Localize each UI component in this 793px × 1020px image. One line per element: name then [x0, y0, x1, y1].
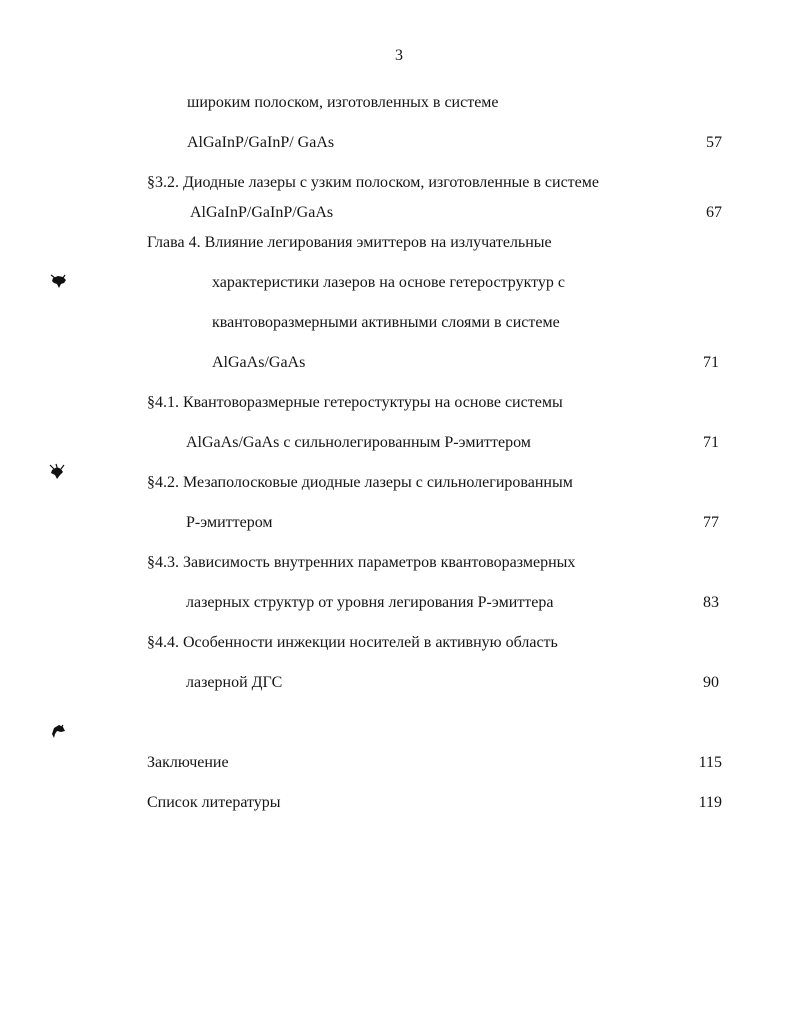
toc-section-title: §4.1. Квантоворазмерные гетеростуктуры на основе системы [147, 394, 563, 411]
toc-page-number: 71 [703, 354, 719, 371]
toc-line: квантоворазмерными активными слоями в системе [212, 314, 560, 331]
toc-line: AlGaAs/GaAs [212, 354, 306, 371]
scan-mark-icon [48, 463, 66, 481]
toc-line: характеристики лазеров на основе гетероструктур с [212, 274, 566, 291]
toc-line: AlGaInP/GaInP/ GaAs [187, 134, 335, 151]
toc-line: лазерной ДГС [186, 674, 283, 691]
toc-page-number: 71 [703, 434, 719, 451]
toc-line: AlGaInP/GaInP/GaAs [190, 204, 334, 221]
toc-line: Р-эмиттером [186, 514, 273, 531]
toc-section-title: §4.3. Зависимость внутренних параметров квантоворазмерных [147, 554, 576, 571]
scan-mark-icon [49, 722, 67, 740]
toc-page-number: 67 [706, 204, 722, 221]
toc-section-title: §4.4. Особенности инжекции носителей в активную область [147, 634, 558, 651]
toc-page-number: 115 [698, 754, 722, 771]
scan-mark-icon [50, 272, 68, 290]
toc-line: широким полоском, изготовленных в системе [187, 94, 499, 111]
toc-page-number: 83 [703, 594, 719, 611]
toc-page-number: 77 [703, 514, 719, 531]
toc-page-number: 57 [706, 134, 722, 151]
toc-line: §3.2. Диодные лазеры с узким полоском, изготовленные в системе [147, 174, 599, 191]
page-number: 3 [395, 47, 403, 64]
toc-line: AlGaAs/GaAs с сильнолегированным Р-эмиттером [186, 434, 531, 451]
toc-conclusion: Заключение [147, 754, 229, 771]
toc-page-number: 119 [698, 794, 722, 811]
toc-section-title: §4.2. Мезаполосковые диодные лазеры с сильнолегированным [147, 474, 573, 491]
toc-page-number: 90 [703, 674, 719, 691]
toc-references: Список литературы [147, 794, 281, 811]
toc-line: лазерных структур от уровня легирования Р-эмиттера [186, 594, 554, 611]
toc-chapter-title: Глава 4. Влияние легирования эмиттеров на излучательные [147, 234, 552, 251]
